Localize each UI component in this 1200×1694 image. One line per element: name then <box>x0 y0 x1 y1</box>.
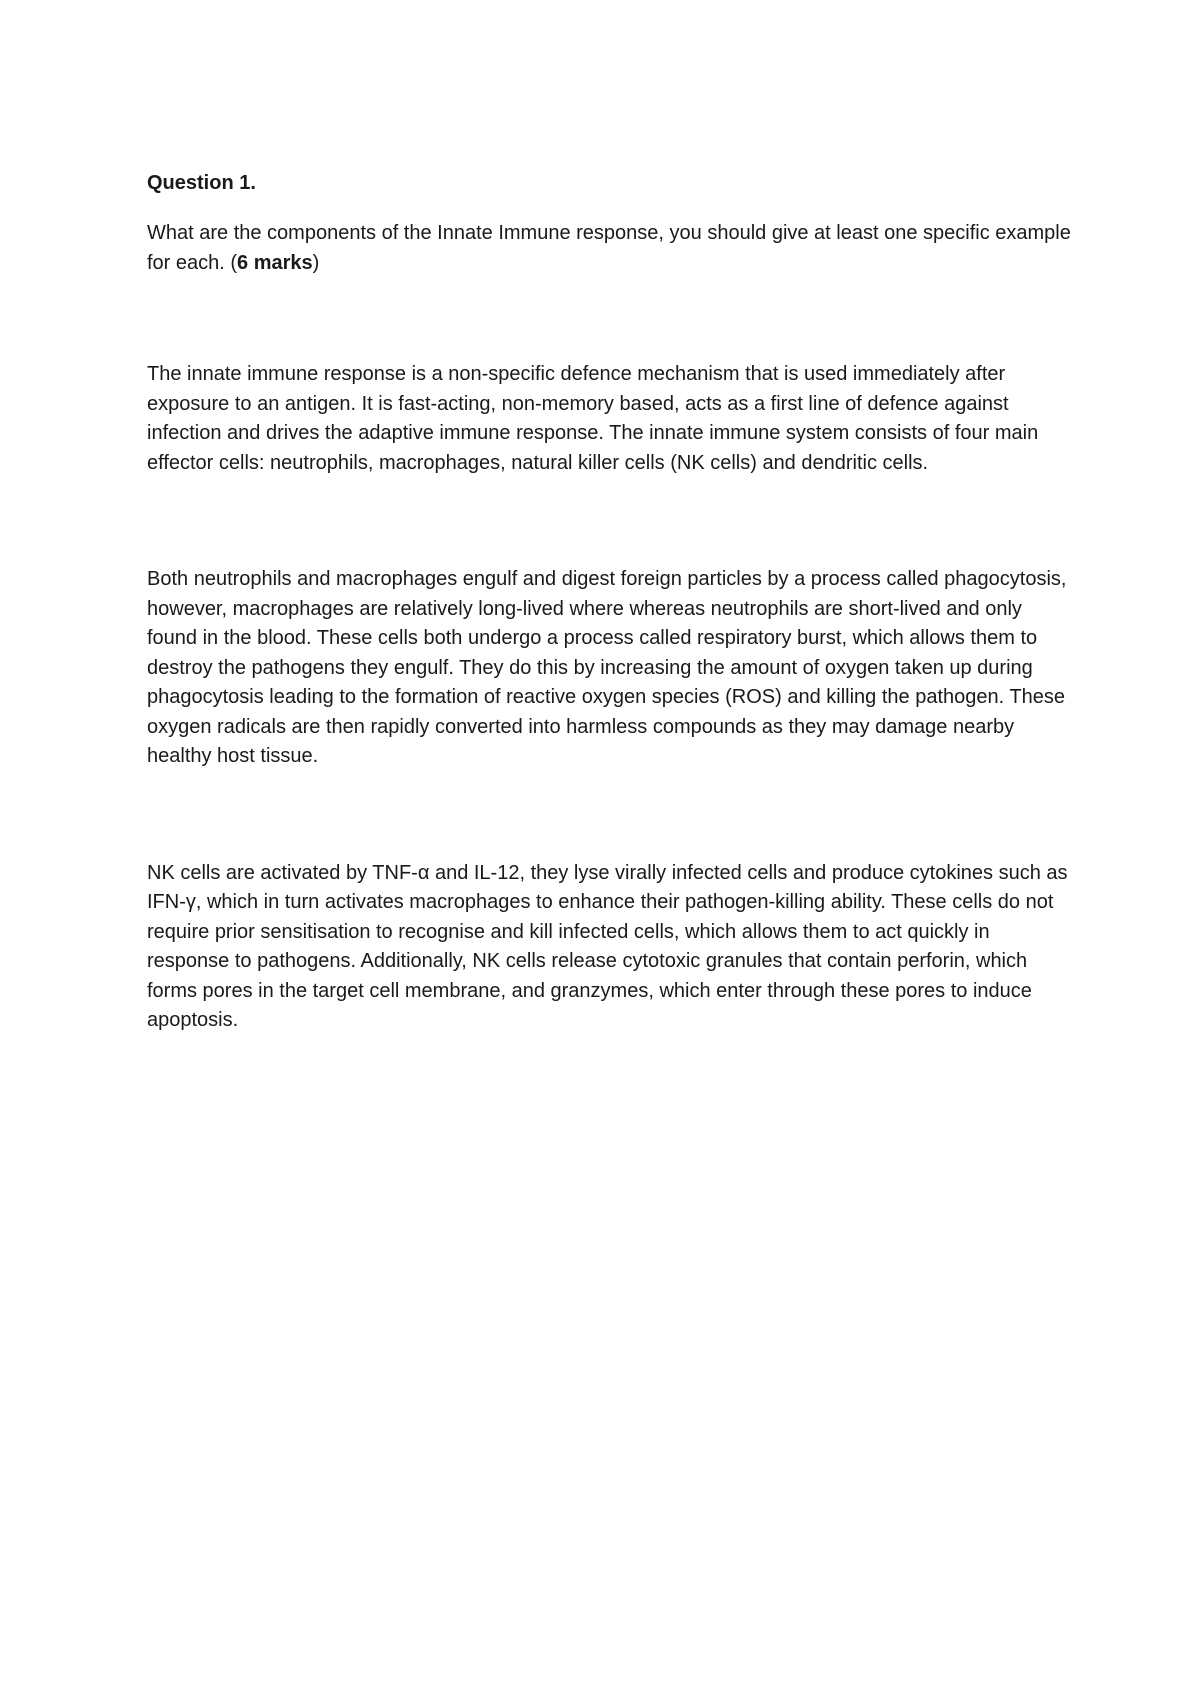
question-marks: 6 marks <box>237 252 313 274</box>
answer-paragraph-phagocytes: Both neutrophils and macrophages engulf and digest foreign particles by a process called phagocytosis, however, macrophages are relatively long-lived where whereas neutrophils are short-lived and only found in the blood. These cells both undergo a process called respiratory burst, which allows them to destroy the pathogens they engulf. They do this by increasing the amount of oxygen taken up during phagocytosis leading to the formation of reactive oxygen species (ROS) and killing the pathogen. These oxygen radicals are then rapidly converted into harmless compounds as they may damage nearby healthy host tissue. <box>147 568 1067 767</box>
document-page <box>147 168 1077 1036</box>
question-prompt-text: What are the components of the Innate Immune response, you should give at least one specific example for each. ( <box>147 222 1071 274</box>
question-heading: Question 1. <box>147 172 256 194</box>
answer-paragraph-overview: The innate immune response is a non-specific defence mechanism that is used immediately after exposure to an antigen. It is fast-acting, non-memory based, acts as a first line of defence against infection and drives the adaptive immune response. The innate immune system consists of four main effector cells: neutrophils, macrophages, natural killer cells (NK cells) and dendritic cells. <box>147 363 1039 474</box>
question-prompt <box>147 218 1077 278</box>
question-prompt-close: ) <box>312 252 320 274</box>
answer-paragraph-nk-cells: NK cells are activated by TNF-α and IL-12, they lyse virally infected cells and produce cytokines such as IFN-γ, which in turn activates macrophages to enhance their pathogen-killing ability. These cells do not require prior sensitisation to recognise and kill infected cells, which allows them to act quickly in response to pathogens. Additionally, NK cells release cytotoxic granules that contain perforin, which forms pores in the target cell membrane, and granzymes, which enter through these pores to induce apoptosis. <box>147 861 1068 1031</box>
